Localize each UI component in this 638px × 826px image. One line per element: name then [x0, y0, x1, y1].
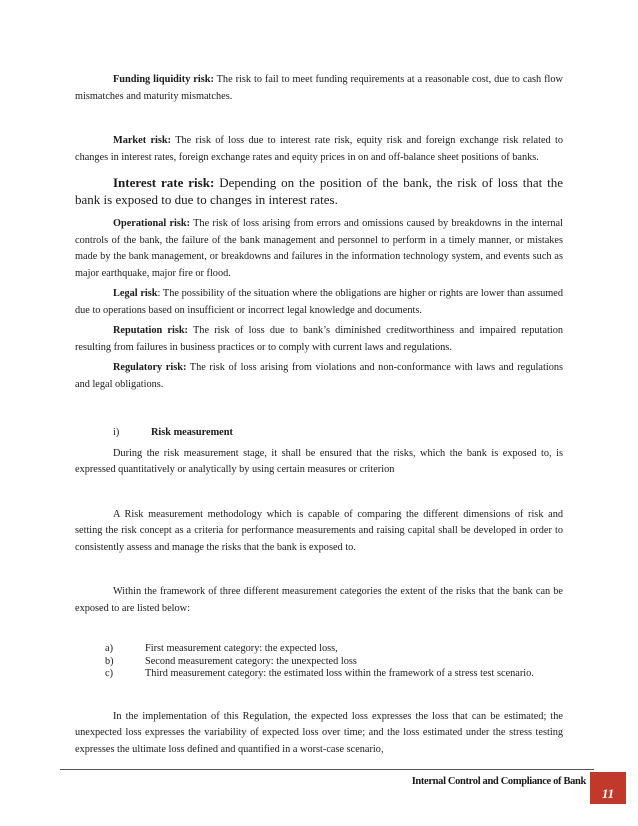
body-paragraph-3: Within the framework of three different measurement categories the extent of the risks that the bank can be exposed to are listed below: — [75, 586, 563, 614]
list-item-label: b) — [105, 655, 114, 667]
page-number: 11 — [601, 786, 615, 801]
operational-risk-paragraph — [75, 216, 563, 282]
section-title: Risk measurement — [151, 427, 233, 438]
legal-risk-term: Legal risk — [113, 288, 158, 299]
measurement-category-list — [75, 643, 563, 681]
operational-risk-text: The risk of loss arising from errors and omissions caused by breakdowns in the internal controls of the bank, the failure of the bank management and personnel to perform in a timely manner, or mistakes made by the bank management, or breakdowns and failures in the information technology system, and events such as major earthquake, major fire or flood. — [75, 218, 563, 279]
list-item-label: c) — [105, 668, 113, 679]
list-item — [75, 656, 563, 669]
regulatory-risk-paragraph — [75, 360, 563, 393]
reputation-risk-text: The risk of loss due to bank’s diminished creditworthiness and impaired reputation resulting from failures in business practices or to comply with current laws and regulations. — [75, 325, 563, 353]
list-item-text: First measurement category: the expected loss, — [145, 643, 338, 654]
funding-liquidity-text: The risk to fail to meet funding requirements at a reasonable cost, due to cash flow mismatches and maturity mismatches. — [75, 74, 563, 102]
body-paragraph-2: A Risk measurement methodology which is capable of comparing the different dimensions of risk and setting the risk concept as a criteria for performance measurements and raising capital shall be developed in order to consistently assess and manage the risks that the bank is exposed to. — [75, 508, 563, 553]
legal-risk-text: : The possibility of the situation where the obligations are higher or rights are lower than assumed due to operations based on insufficient or incorrect legal knowledge and documents. — [75, 288, 563, 316]
legal-risk-paragraph — [75, 286, 563, 319]
market-risk-text: The risk of loss due to interest rate risk, equity risk and foreign exchange risk related to changes in interest rates, foreign exchange rates and equity prices in on and off-balance sheet positions of banks. — [75, 135, 563, 163]
market-risk-term: Market risk: — [113, 135, 172, 146]
section-heading — [75, 425, 563, 442]
reputation-risk-paragraph — [75, 323, 563, 356]
section-number: i) — [113, 427, 120, 438]
page-number-badge — [590, 772, 626, 804]
list-item-text: Third measurement category: the estimated loss within the framework of a stress test scenario. — [145, 668, 534, 679]
funding-liquidity-term: Funding liquidity risk: — [113, 74, 214, 85]
operational-risk-term: Operational risk: — [113, 218, 191, 229]
list-item — [75, 668, 563, 681]
regulatory-risk-text: The risk of loss arising from violations and non-conformance with laws and regulations and legal obligations. — [75, 362, 563, 390]
footer-divider — [60, 769, 594, 770]
reputation-risk-term: Reputation risk: — [113, 325, 188, 336]
document-body — [75, 72, 563, 758]
interest-rate-text: Depending on the position of the bank, the risk of loss that the bank is exposed to due to changes in interest rates. — [75, 175, 563, 207]
list-item-text: Second measurement category: the unexpected loss — [145, 655, 357, 667]
body-paragraph-1: During the risk measurement stage, it shall be ensured that the risks, which the bank is exposed to, is expressed quantitatively or analytically by using certain measures or criterion — [75, 447, 563, 475]
list-item — [75, 643, 563, 656]
regulatory-risk-term: Regulatory risk: — [113, 362, 187, 373]
interest-rate-term: Interest rate risk: — [113, 175, 215, 190]
list-item-label: a) — [105, 643, 113, 654]
funding-liquidity-paragraph — [75, 72, 563, 105]
interest-rate-paragraph — [75, 174, 563, 208]
footer-title: Internal Control and Compliance of Bank — [411, 776, 586, 787]
market-risk-paragraph — [75, 133, 563, 166]
body-paragraph-4: In the implementation of this Regulation, the expected loss expresses the loss that can be estimated; the unexpected loss expresses the variability of expected loss over time; and the loss estimated under the stress testing expresses the ultimate loss defined and quantified in a worst-case scenario, — [75, 710, 563, 755]
